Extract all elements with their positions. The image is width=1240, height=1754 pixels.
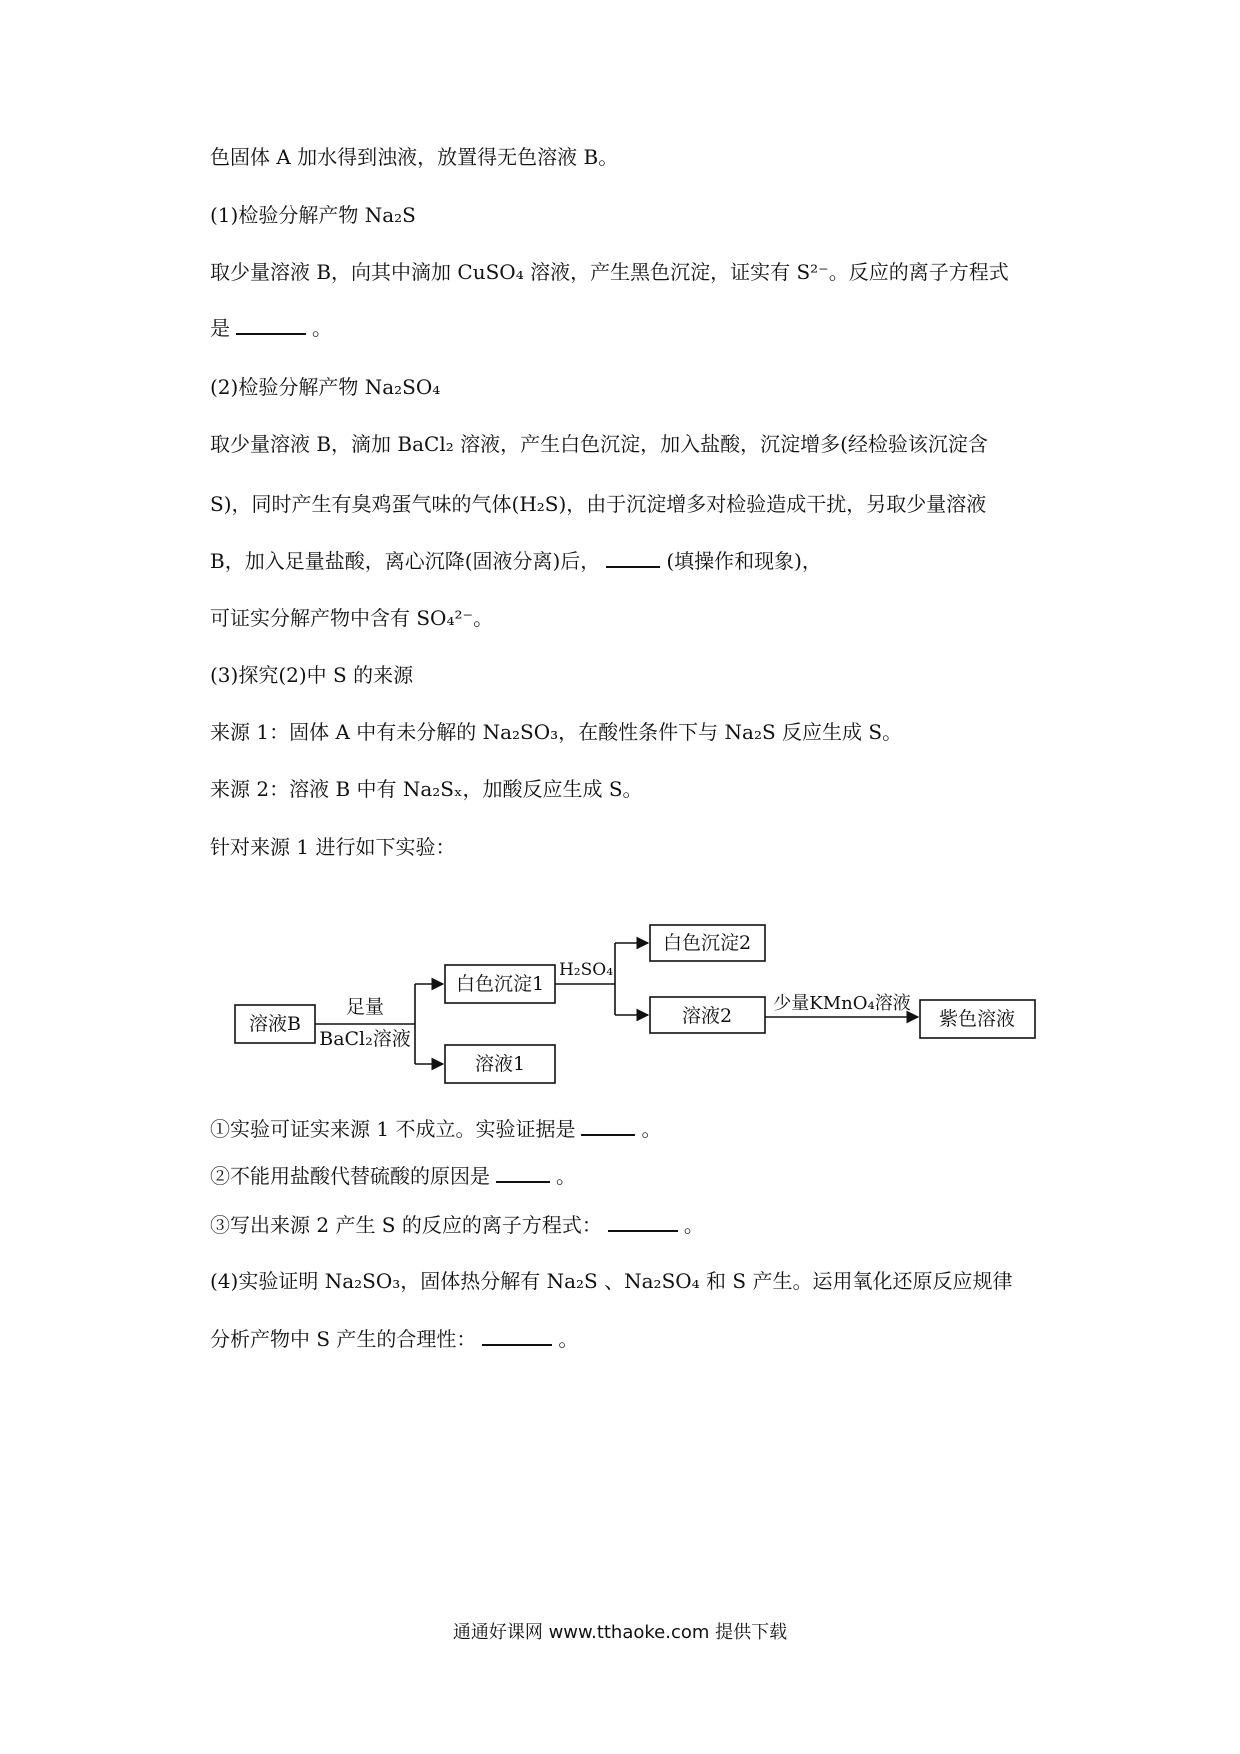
label-white-ppt-1: 白色沉淀1 — [455, 973, 545, 995]
answer-blank[interactable] — [236, 315, 306, 335]
label-solution-1: 溶液1 — [474, 1053, 526, 1075]
text-line: (2)检验分解产物 Na₂SO₄ — [210, 375, 441, 399]
text-line: S)，同时产生有臭鸡蛋气味的气体(H₂S)，由于沉淀增多对检验造成干扰，另取少量溶液 — [210, 492, 987, 516]
answer-blank[interactable] — [606, 548, 660, 568]
answer-blank[interactable] — [608, 1212, 678, 1232]
text-line: 取少量溶液 B，向其中滴加 CuSO₄ 溶液，产生黑色沉淀，证实有 S²⁻。反应的离子方程式 — [210, 260, 1009, 284]
text-line: B，加入足量盐酸，离心沉降(固液分离)后， (填操作和现象)， — [210, 549, 822, 573]
label-white-ppt-2: 白色沉淀2 — [662, 932, 752, 954]
text-line: ③写出来源 2 产生 S 的反应的离子方程式： 。 — [210, 1213, 704, 1237]
answer-blank[interactable] — [581, 1116, 635, 1136]
text-line: (1)检验分解产物 Na₂S — [210, 203, 416, 227]
label-purple-solution: 紫色溶液 — [938, 1008, 1016, 1030]
text-line: 来源 2：溶液 B 中有 Na₂Sₓ，加酸反应生成 S。 — [210, 777, 643, 801]
text-line: 色固体 A 加水得到浊液，放置得无色溶液 B。 — [210, 145, 619, 169]
text-line: (3)探究(2)中 S 的来源 — [210, 663, 414, 687]
text-line: 分析产物中 S 产生的合理性： 。 — [210, 1327, 579, 1351]
text-line: 来源 1：固体 A 中有未分解的 Na₂SO₃，在酸性条件下与 Na₂S 反应生成 S。 — [210, 720, 903, 744]
label-reagent-bacl2: BaCl₂溶液 — [319, 1028, 411, 1050]
answer-blank[interactable] — [496, 1163, 550, 1183]
label-solution-2: 溶液2 — [681, 1005, 733, 1027]
text-line: ①实验可证实来源 1 不成立。实验证据是 。 — [210, 1117, 662, 1141]
text-line: (4)实验证明 Na₂SO₃，固体热分解有 Na₂S 、Na₂SO₄ 和 S 产生。运用氧化还原反应规律 — [210, 1269, 1013, 1293]
answer-blank[interactable] — [482, 1326, 552, 1346]
page-footer: 通通好课网 www.tthaoke.com 提供下载 — [452, 1622, 788, 1643]
text-line: 取少量溶液 B，滴加 BaCl₂ 溶液，产生白色沉淀，加入盐酸，沉淀增多(经检验该沉淀含 — [210, 432, 988, 456]
text-line: 可证实分解产物中含有 SO₄²⁻。 — [210, 606, 494, 630]
label-kmno4: 少量KMnO₄溶液 — [773, 993, 911, 1014]
text-line: 针对来源 1 进行如下实验： — [210, 835, 456, 859]
label-h2so4: H₂SO₄ — [558, 960, 614, 980]
label-reagent-amount: 足量 — [345, 996, 385, 1018]
text-line: 是 。 — [210, 316, 332, 340]
experiment-flow-diagram — [230, 915, 1050, 1100]
label-solution-b: 溶液B — [249, 1013, 301, 1035]
text-line: ②不能用盐酸代替硫酸的原因是 。 — [210, 1164, 576, 1188]
